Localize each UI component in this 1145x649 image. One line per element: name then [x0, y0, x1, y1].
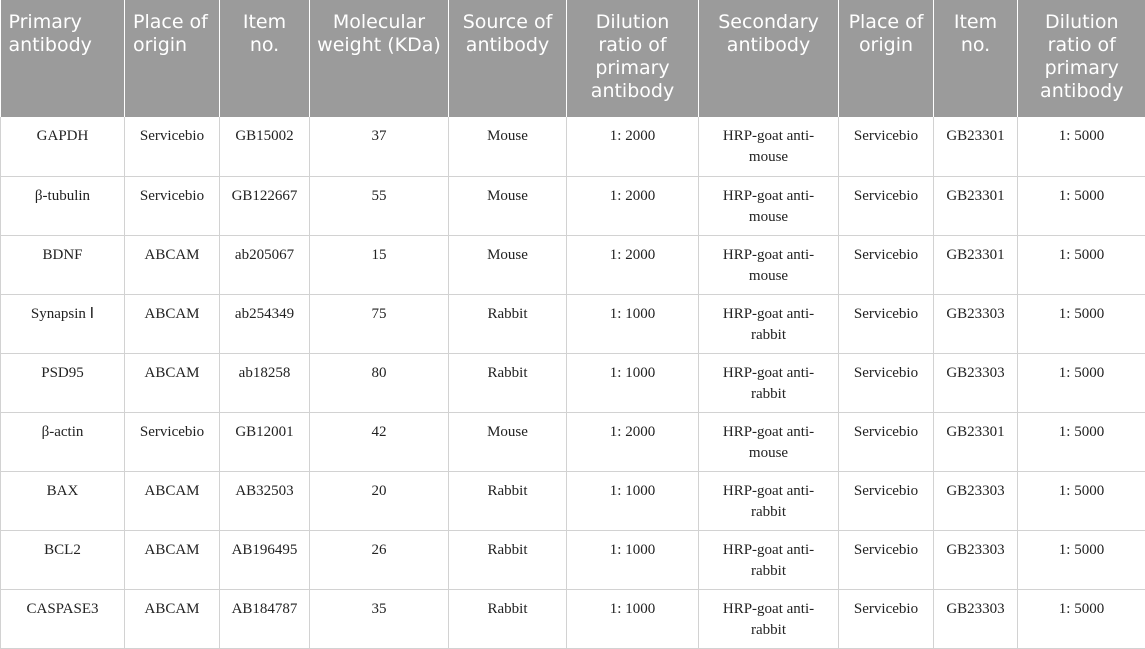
secondary-dilution-ratio-cell: 1: 5000	[1018, 530, 1145, 589]
source-cell: Rabbit	[449, 294, 567, 353]
secondary-place-of-origin-cell: Servicebio	[839, 176, 934, 235]
secondary-place-of-origin-cell: Servicebio	[839, 117, 934, 176]
dilution-ratio-cell: 1: 1000	[567, 353, 699, 412]
molecular-weight-cell: 26	[310, 530, 449, 589]
secondary-antibody-cell: HRP-goat anti-mouse	[699, 235, 839, 294]
place-of-origin-cell: Servicebio	[125, 176, 220, 235]
secondary-item-no-cell: GB23301	[934, 176, 1018, 235]
primary-antibody-cell: β-actin	[1, 412, 125, 471]
table-row	[1, 353, 1145, 412]
dilution-ratio-cell: 1: 2000	[567, 117, 699, 176]
item-no-cell: ab205067	[220, 235, 310, 294]
secondary-place-of-origin-cell: Servicebio	[839, 471, 934, 530]
place-of-origin-cell: Servicebio	[125, 412, 220, 471]
source-cell: Mouse	[449, 235, 567, 294]
place-of-origin-cell: ABCAM	[125, 589, 220, 648]
primary-antibody-cell: GAPDH	[1, 117, 125, 176]
primary-antibody-cell: β-tubulin	[1, 176, 125, 235]
secondary-antibody-cell: HRP-goat anti-rabbit	[699, 530, 839, 589]
header-secondary-place-of-origin: Place of origin	[839, 0, 934, 117]
item-no-cell: AB32503	[220, 471, 310, 530]
secondary-dilution-ratio-cell: 1: 5000	[1018, 412, 1145, 471]
dilution-ratio-cell: 1: 1000	[567, 294, 699, 353]
secondary-place-of-origin-cell: Servicebio	[839, 589, 934, 648]
molecular-weight-cell: 42	[310, 412, 449, 471]
secondary-place-of-origin-cell: Servicebio	[839, 235, 934, 294]
secondary-antibody-cell: HRP-goat anti-rabbit	[699, 589, 839, 648]
header-dilution-ratio: Dilution ratio of primary antibody	[567, 0, 699, 117]
secondary-antibody-cell: HRP-goat anti-mouse	[699, 412, 839, 471]
secondary-place-of-origin-cell: Servicebio	[839, 353, 934, 412]
primary-antibody-cell: PSD95	[1, 353, 125, 412]
place-of-origin-cell: ABCAM	[125, 530, 220, 589]
secondary-item-no-cell: GB23303	[934, 471, 1018, 530]
secondary-item-no-cell: GB23303	[934, 353, 1018, 412]
secondary-place-of-origin-cell: Servicebio	[839, 412, 934, 471]
table-header	[1, 0, 1145, 117]
table-row	[1, 471, 1145, 530]
place-of-origin-cell: ABCAM	[125, 294, 220, 353]
primary-antibody-cell: Synapsin Ⅰ	[1, 294, 125, 353]
secondary-antibody-cell: HRP-goat anti-mouse	[699, 117, 839, 176]
table-row	[1, 589, 1145, 648]
secondary-item-no-cell: GB23301	[934, 412, 1018, 471]
place-of-origin-cell: Servicebio	[125, 117, 220, 176]
primary-antibody-cell: BDNF	[1, 235, 125, 294]
molecular-weight-cell: 80	[310, 353, 449, 412]
header-item-no: Item no.	[220, 0, 310, 117]
item-no-cell: ab18258	[220, 353, 310, 412]
dilution-ratio-cell: 1: 1000	[567, 530, 699, 589]
place-of-origin-cell: ABCAM	[125, 235, 220, 294]
molecular-weight-cell: 15	[310, 235, 449, 294]
secondary-dilution-ratio-cell: 1: 5000	[1018, 294, 1145, 353]
header-place-of-origin: Place of origin	[125, 0, 220, 117]
header-secondary-dilution-ratio: Dilution ratio of primary antibody	[1018, 0, 1145, 117]
molecular-weight-cell: 75	[310, 294, 449, 353]
dilution-ratio-cell: 1: 2000	[567, 235, 699, 294]
secondary-antibody-cell: HRP-goat anti-mouse	[699, 176, 839, 235]
table-row	[1, 235, 1145, 294]
secondary-dilution-ratio-cell: 1: 5000	[1018, 589, 1145, 648]
table-row	[1, 294, 1145, 353]
secondary-antibody-cell: HRP-goat anti-rabbit	[699, 294, 839, 353]
secondary-dilution-ratio-cell: 1: 5000	[1018, 235, 1145, 294]
header-primary-antibody: Primary antibody	[1, 0, 125, 117]
molecular-weight-cell: 55	[310, 176, 449, 235]
source-cell: Mouse	[449, 412, 567, 471]
secondary-place-of-origin-cell: Servicebio	[839, 530, 934, 589]
dilution-ratio-cell: 1: 1000	[567, 589, 699, 648]
source-cell: Rabbit	[449, 353, 567, 412]
dilution-ratio-cell: 1: 1000	[567, 471, 699, 530]
primary-antibody-cell: CASPASE3	[1, 589, 125, 648]
secondary-item-no-cell: GB23301	[934, 235, 1018, 294]
molecular-weight-cell: 20	[310, 471, 449, 530]
dilution-ratio-cell: 1: 2000	[567, 176, 699, 235]
secondary-item-no-cell: GB23303	[934, 294, 1018, 353]
header-molecular-weight: Molecular weight (KDa)	[310, 0, 449, 117]
table-body	[1, 117, 1145, 648]
table-row	[1, 176, 1145, 235]
item-no-cell: GB12001	[220, 412, 310, 471]
header-source-of-antibody: Source of antibody	[449, 0, 567, 117]
secondary-dilution-ratio-cell: 1: 5000	[1018, 176, 1145, 235]
secondary-dilution-ratio-cell: 1: 5000	[1018, 353, 1145, 412]
secondary-dilution-ratio-cell: 1: 5000	[1018, 117, 1145, 176]
secondary-item-no-cell: GB23303	[934, 589, 1018, 648]
item-no-cell: AB196495	[220, 530, 310, 589]
source-cell: Rabbit	[449, 589, 567, 648]
secondary-item-no-cell: GB23303	[934, 530, 1018, 589]
table-row	[1, 117, 1145, 176]
secondary-antibody-cell: HRP-goat anti-rabbit	[699, 353, 839, 412]
dilution-ratio-cell: 1: 2000	[567, 412, 699, 471]
place-of-origin-cell: ABCAM	[125, 353, 220, 412]
secondary-place-of-origin-cell: Servicebio	[839, 294, 934, 353]
item-no-cell: GB122667	[220, 176, 310, 235]
secondary-antibody-cell: HRP-goat anti-rabbit	[699, 471, 839, 530]
source-cell: Mouse	[449, 176, 567, 235]
header-secondary-item-no: Item no.	[934, 0, 1018, 117]
table-row	[1, 530, 1145, 589]
source-cell: Rabbit	[449, 471, 567, 530]
source-cell: Rabbit	[449, 530, 567, 589]
header-row	[1, 0, 1145, 117]
item-no-cell: AB184787	[220, 589, 310, 648]
table-row	[1, 412, 1145, 471]
primary-antibody-cell: BAX	[1, 471, 125, 530]
header-secondary-antibody: Secondary antibody	[699, 0, 839, 117]
molecular-weight-cell: 37	[310, 117, 449, 176]
item-no-cell: ab254349	[220, 294, 310, 353]
secondary-dilution-ratio-cell: 1: 5000	[1018, 471, 1145, 530]
item-no-cell: GB15002	[220, 117, 310, 176]
secondary-item-no-cell: GB23301	[934, 117, 1018, 176]
molecular-weight-cell: 35	[310, 589, 449, 648]
primary-antibody-cell: BCL2	[1, 530, 125, 589]
source-cell: Mouse	[449, 117, 567, 176]
place-of-origin-cell: ABCAM	[125, 471, 220, 530]
